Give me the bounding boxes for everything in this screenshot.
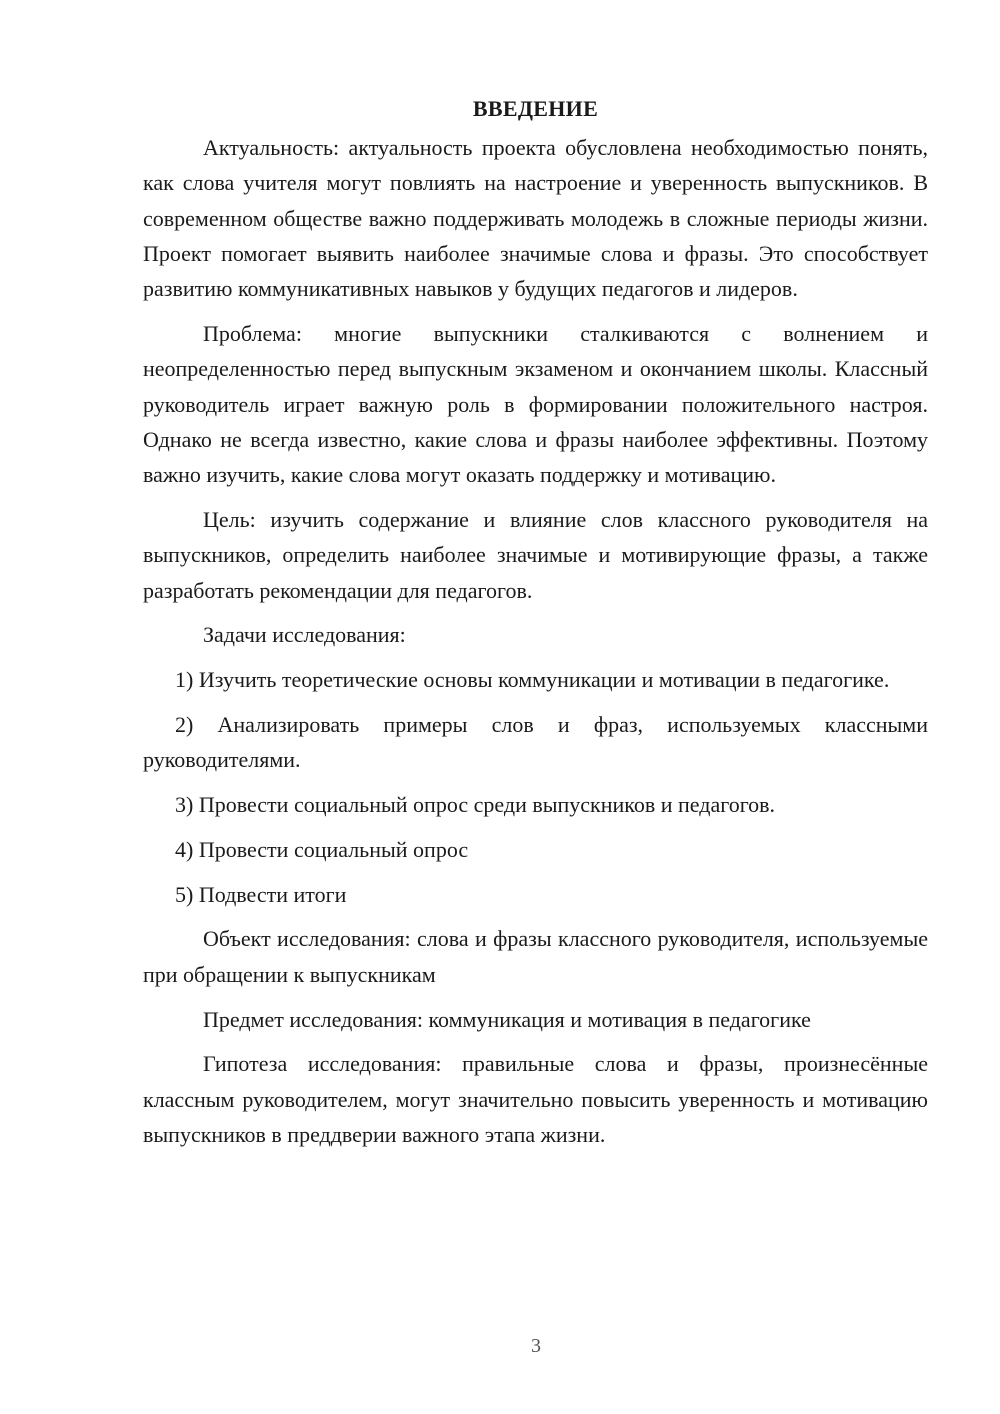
subject-paragraph: Предмет исследования: коммуникация и мотивация в педагогике xyxy=(203,1006,811,1032)
problem-paragraph: Проблема: многие выпускники сталкиваются с волнением и неопределенностью перед выпускным экзаменом и окончанием школы. Классный руководитель играет важную роль в формировании положительного настроя. Однако не всегда известно, какие слова и фразы наиболее эффективны. Поэтому важно изучить, какие слова могут оказать поддержку и мотивацию. xyxy=(143,320,928,488)
task-item-5: 5) Подвести итоги xyxy=(175,881,347,907)
object-paragraph: Объект исследования: слова и фразы классного руководителя, используемые при обращении к выпускникам xyxy=(143,926,928,987)
page-title: ВВЕДЕНИЕ xyxy=(472,96,599,121)
page-number: 3 xyxy=(531,1335,541,1357)
tasks-heading: Задачи исследования: xyxy=(203,622,406,648)
task-item-2: 2) Анализировать примеры слов и фраз, используемых классными руководителями. xyxy=(143,711,928,773)
document-page xyxy=(143,94,928,1162)
task-item-3: 3) Провести социальный опрос среди выпускников и педагогов. xyxy=(175,792,776,818)
hypothesis-paragraph: Гипотеза исследования: правильные слова и фразы, произнесённые классным руководителем, могут значительно повысить уверенность и мотивацию выпускников в преддверии важного этапа жизни. xyxy=(143,1051,928,1147)
task-item-1: 1) Изучить теоретические основы коммуникации и мотивации в педагогике. xyxy=(175,667,890,693)
task-item-4: 4) Провести социальный опрос xyxy=(175,836,469,862)
relevance-paragraph: Актуальность: актуальность проекта обусловлена необходимостью понять, как слова учителя могут повлиять на настроение и уверенность выпускников. В современном обществе важно поддерживать молодежь в сложные периоды жизни. Проект помогает выявить наиболее значимые слова и фразы. Это способствует развитию коммуникативных навыков у будущих педагогов и лидеров. xyxy=(143,135,928,302)
goal-paragraph: Цель: изучить содержание и влияние слов классного руководителя на выпускников, определить наиболее значимые и мотивирующие фразы, а также разработать рекомендации для педагогов. xyxy=(143,506,928,603)
